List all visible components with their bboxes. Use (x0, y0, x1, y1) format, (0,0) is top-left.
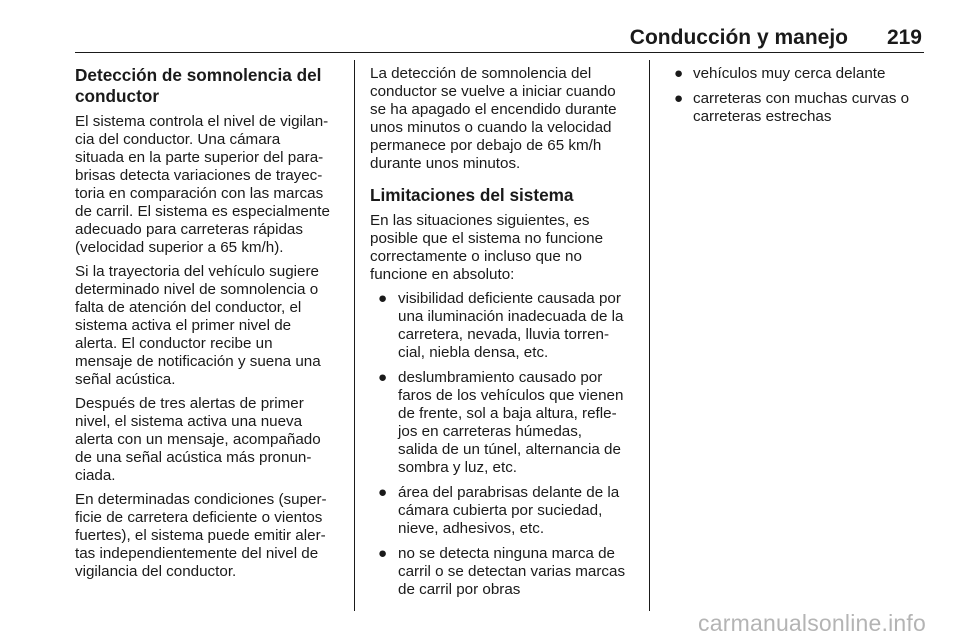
text-line: nieve, adhesivos, etc. (398, 520, 545, 537)
text-line: durante unos minutos. (370, 155, 521, 172)
text-line: alerta con un mensaje, acompañado (75, 431, 321, 448)
text-line: de carril por obras (398, 581, 521, 598)
text-line: vehículos muy cerca delante (693, 65, 886, 82)
text-line: cámara cubierta por suciedad, (398, 502, 603, 519)
text-line: carril o se detectan varias marcas (398, 563, 626, 580)
list-item (370, 369, 634, 477)
text-line: deslumbramiento causado por (398, 369, 603, 386)
list-item (666, 90, 924, 126)
text-line: sistema activa el primer nivel de (75, 317, 292, 334)
bullet-icon: ● (378, 290, 388, 307)
text-line: situada en la parte superior del para- (75, 149, 324, 166)
text-line: carretera, nevada, lluvia torren- (398, 326, 610, 343)
text-line: jos en carreteras húmedas, (398, 423, 583, 440)
text-line: correctamente o incluso que no (370, 248, 582, 265)
bullet-icon: ● (378, 545, 388, 562)
bullet-icon: ● (674, 90, 684, 107)
text-line: ficie de carretera deficiente o vientos (75, 509, 323, 526)
text-line: vigilancia del conductor. (75, 563, 237, 580)
running-header-title: Conducción y manejo (629, 26, 848, 49)
column-divider-right (649, 60, 650, 611)
header-rule (75, 52, 924, 53)
text-line: El sistema controla el nivel de vigilan- (75, 113, 329, 130)
text-line: señal acústica. (75, 371, 176, 388)
section-heading-drowsiness (75, 65, 341, 107)
text-line: permanece por debajo de 65 km/h (370, 137, 602, 154)
column-divider-left (354, 60, 355, 611)
text-line: visibilidad deficiente causada por (398, 290, 621, 307)
text-line: brisas detecta variaciones de trayec- (75, 167, 323, 184)
text-line: carreteras estrechas (693, 108, 832, 125)
text-line: no se detecta ninguna marca de (398, 545, 615, 562)
text-line: unos minutos o cuando la velocidad (370, 119, 612, 136)
column-1 (75, 65, 341, 587)
text-line: toria en comparación con las marcas (75, 185, 324, 202)
watermark: carmanualsonline.info (698, 610, 926, 636)
heading-line: conductor (75, 86, 160, 106)
text-line: de frente, sol a baja altura, refle- (398, 405, 617, 422)
text-line: falta de atención del conductor, el (75, 299, 302, 316)
list-item (370, 484, 634, 538)
column-2 (370, 65, 634, 606)
paragraph-system-monitoring (75, 113, 341, 257)
limitations-list-continued (666, 65, 924, 126)
text-line: cial, niebla densa, etc. (398, 344, 549, 361)
text-line: funcione en absoluto: (370, 266, 515, 283)
text-line: se ha apagado el encendido durante (370, 101, 617, 118)
text-line: nivel, el sistema activa una nueva (75, 413, 303, 430)
text-line: área del parabrisas delante de la (398, 484, 620, 501)
text-line: de carril. El sistema es especialmente (75, 203, 330, 220)
bullet-icon: ● (378, 484, 388, 501)
page-number: 219 (886, 26, 922, 49)
text-line: sombra y luz, etc. (398, 459, 518, 476)
list-item (666, 65, 924, 83)
text-line: La detección de somnolencia del (370, 65, 592, 82)
paragraph-restart (370, 65, 634, 173)
paragraph-conditions (75, 491, 341, 581)
paragraph-first-alert (75, 263, 341, 389)
text-line: alerta. El conductor recibe un (75, 335, 273, 352)
text-line: (velocidad superior a 65 km/h). (75, 239, 284, 256)
text-line: de una señal acústica más pronun- (75, 449, 312, 466)
list-item (370, 290, 634, 362)
paragraph-second-alert (75, 395, 341, 485)
text-line: salida de un túnel, alternancia de (398, 441, 621, 458)
limitations-list (370, 290, 634, 599)
text-line: ciada. (75, 467, 116, 484)
text-line: Si la trayectoria del vehículo sugiere (75, 263, 319, 280)
text-line: cia del conductor. Una cámara (75, 131, 281, 148)
text-line: posible que el sistema no funcione (370, 230, 604, 247)
text-line: adecuado para carreteras rápidas (75, 221, 303, 238)
list-item (370, 545, 634, 599)
column-3 (666, 65, 924, 133)
text-line: Después de tres alertas de primer (75, 395, 304, 412)
bullet-icon: ● (674, 65, 684, 82)
text-line: tas independientemente del nivel de (75, 545, 319, 562)
paragraph-limitations-lead (370, 212, 634, 284)
text-line: carreteras con muchas curvas o (693, 90, 910, 107)
text-line: En las situaciones siguientes, es (370, 212, 590, 229)
bullet-icon: ● (378, 369, 388, 386)
text-line: En determinadas condiciones (super- (75, 491, 327, 508)
text-line: faros de los vehículos que vienen (398, 387, 624, 404)
text-line: mensaje de notificación y suena una (75, 353, 321, 370)
text-line: fuertes), el sistema puede emitir aler- (75, 527, 326, 544)
text-line: determinado nivel de somnolencia o (75, 281, 319, 298)
section-heading-limitations: Limitaciones del sistema (370, 185, 574, 205)
text-line: conductor se vuelve a iniciar cuando (370, 83, 616, 100)
heading-line: Detección de somnolencia del (75, 65, 322, 85)
text-line: una iluminación inadecuada de la (398, 308, 624, 325)
